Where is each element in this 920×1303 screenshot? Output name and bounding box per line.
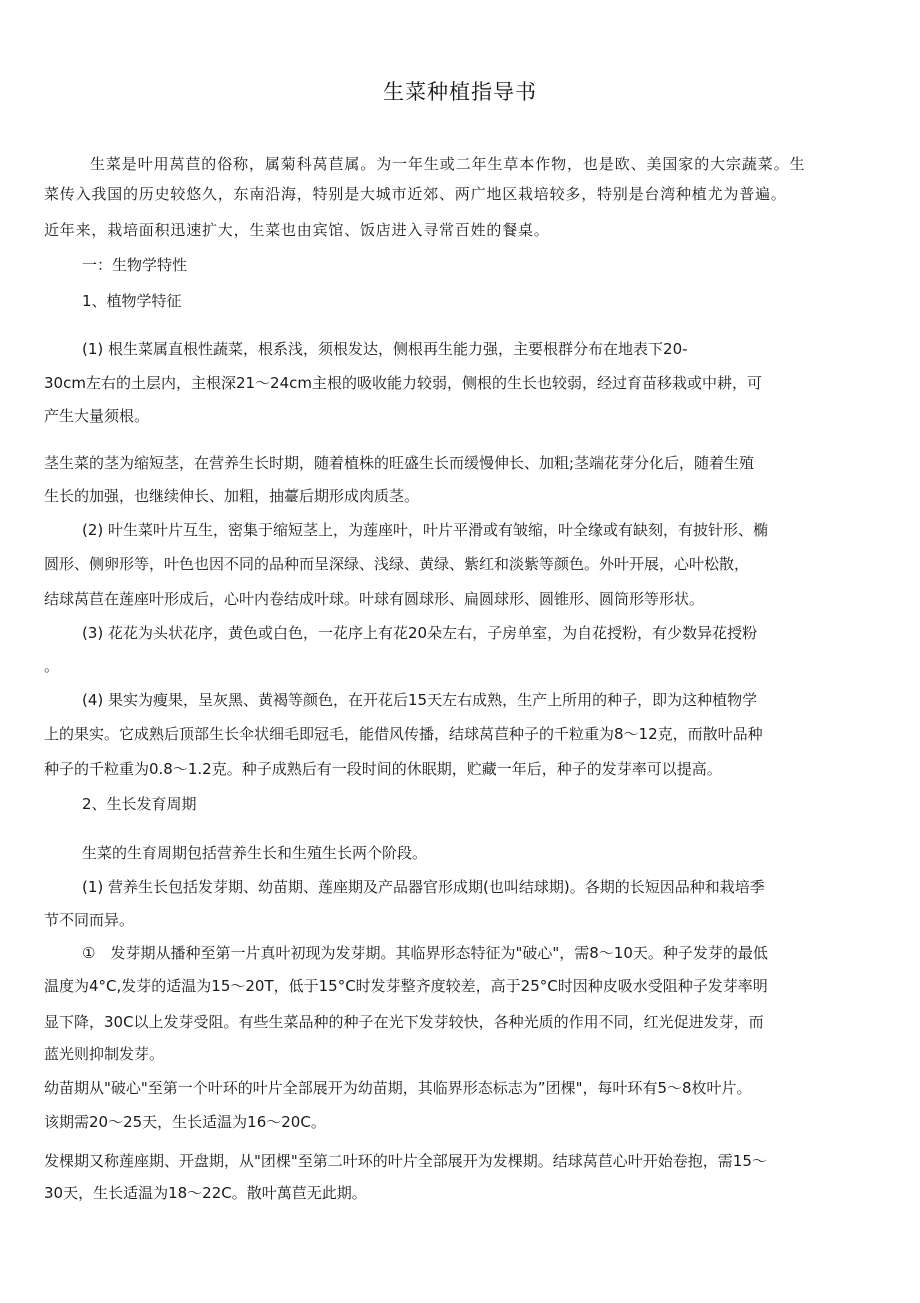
paragraph-line: 幼苗期从"破心"至第一个叶环的叶片全部展开为幼苗期，其临界形态标志为”团棵"，每叶环有5～8枚叶片。 [44, 1079, 752, 1097]
paragraph-line: ① 发芽期从播种至第一片真叶初现为发芽期。其临界形态特征为"破心"，需8～10天。种子发芽的最低 [82, 944, 768, 962]
paragraph-line: 蓝光则抑制发芽。 [44, 1045, 165, 1063]
paragraph-line: (3) 花花为头状花序，黄色或白色，一花序上有花20朵左右，子房单室，为自花授粉，有少数异花授粉 [82, 624, 758, 642]
paragraph-line: (1) 根生菜属直根性蔬菜，根系浅，须根发达，侧根再生能力强，主要根群分布在地表下20- [82, 340, 688, 358]
paragraph-line: 菜传入我国的历史较悠久，东南沿海，特别是大城市近郊、两广地区栽培较多，特别是台湾种植尤为普遍。 [44, 185, 787, 203]
paragraph-line: 种子的千粒重为0.8～1.2克。种子成熟后有一段时间的休眠期，贮藏一年后，种子的发芽率可以提高。 [44, 760, 722, 778]
paragraph-line: 生菜的生育周期包括营养生长和生殖生长两个阶段。 [82, 844, 428, 862]
paragraph-line: 结球莴苣在莲座叶形成后，心叶内卷结成叶球。叶球有圆球形、扁圆球形、圆锥形、圆筒形等形状。 [44, 590, 705, 608]
paragraph-line: 圆形、侧卵形等，叶色也因不同的品种而呈深绿、浅绿、黄绿、紫红和淡紫等颜色。外叶开展，心叶松散， [44, 555, 750, 573]
paragraph-line: 产生大量须根。 [44, 407, 150, 425]
paragraph-line: 生菜是叶用莴苣的俗称，属菊科莴苣属。为一年生或二年生草本作物，也是欧、美国家的大宗蔬菜。生 [90, 155, 806, 173]
document-title: 生菜种植指导书 [383, 80, 537, 104]
paragraph-line: 该期需20～25天，生长适温为16～20C。 [44, 1113, 326, 1131]
paragraph-line: 30天，生长适温为18～22C。散叶萬苣无此期。 [44, 1184, 367, 1202]
paragraph-line: 显下降，30C以上发芽受阻。有些生菜品种的种子在光下发芽较快，各种光质的作用不同，红光促进发芽，而 [44, 1013, 764, 1031]
paragraph-line: 30cm左右的土层内，主根深21～24cm主根的吸收能力较弱，侧根的生长也较弱，经过育苗移栽或中耕，可 [44, 374, 762, 392]
subsection-heading: 1、植物学特征 [82, 292, 182, 310]
paragraph-line: 温度为4°C,发芽的适温为15～20T，低于15°C时发芽整齐度较差，高于25°C时因种皮吸水受阻种子发芽率明 [44, 977, 768, 995]
paragraph-line: 茎生菜的茎为缩短茎，在营养生长时期，随着植株的旺盛生长而缓慢伸长、加粗;茎端花芽分化后，随着生殖 [44, 454, 755, 472]
paragraph-line: 上的果实。它成熟后顶部生长伞状细毛即冠毛，能借风传播，结球莴苣种子的千粒重为8～12克，而散叶品种 [44, 725, 763, 743]
paragraph-line: (4) 果实为瘦果，呈灰黑、黄褐等颜色，在开花后15天左右成熟，生产上所用的种子，即为这种植物学 [82, 691, 758, 709]
paragraph-line: 近年来，栽培面积迅速扩大，生菜也由宾馆、饭店进入寻常百姓的餐桌。 [44, 221, 550, 239]
paragraph-line: 。 [44, 657, 60, 675]
section-heading: 一：生物学特性 [82, 256, 188, 274]
paragraph-line: (2) 叶生菜叶片互生，密集于缩短茎上，为莲座叶，叶片平滑或有皱缩，叶全缘或有缺刻，有披针形、椭 [82, 521, 769, 539]
paragraph-line: (1) 营养生长包括发芽期、幼苗期、莲座期及产品器官形成期(也叫结球期)。各期的长短因品种和栽培季 [82, 878, 765, 896]
paragraph-line: 节不同而异。 [44, 911, 135, 929]
paragraph-line: 生长的加强，也继续伸长、加粗，抽薹后期形成肉质茎。 [44, 487, 420, 505]
paragraph-line: 发棵期又称莲座期、开盘期，从"团棵"至第二叶环的叶片全部展开为发棵期。结球莴苣心叶开始卷抱，需15～ [44, 1152, 767, 1170]
subsection-heading: 2、生长发育周期 [82, 795, 197, 813]
